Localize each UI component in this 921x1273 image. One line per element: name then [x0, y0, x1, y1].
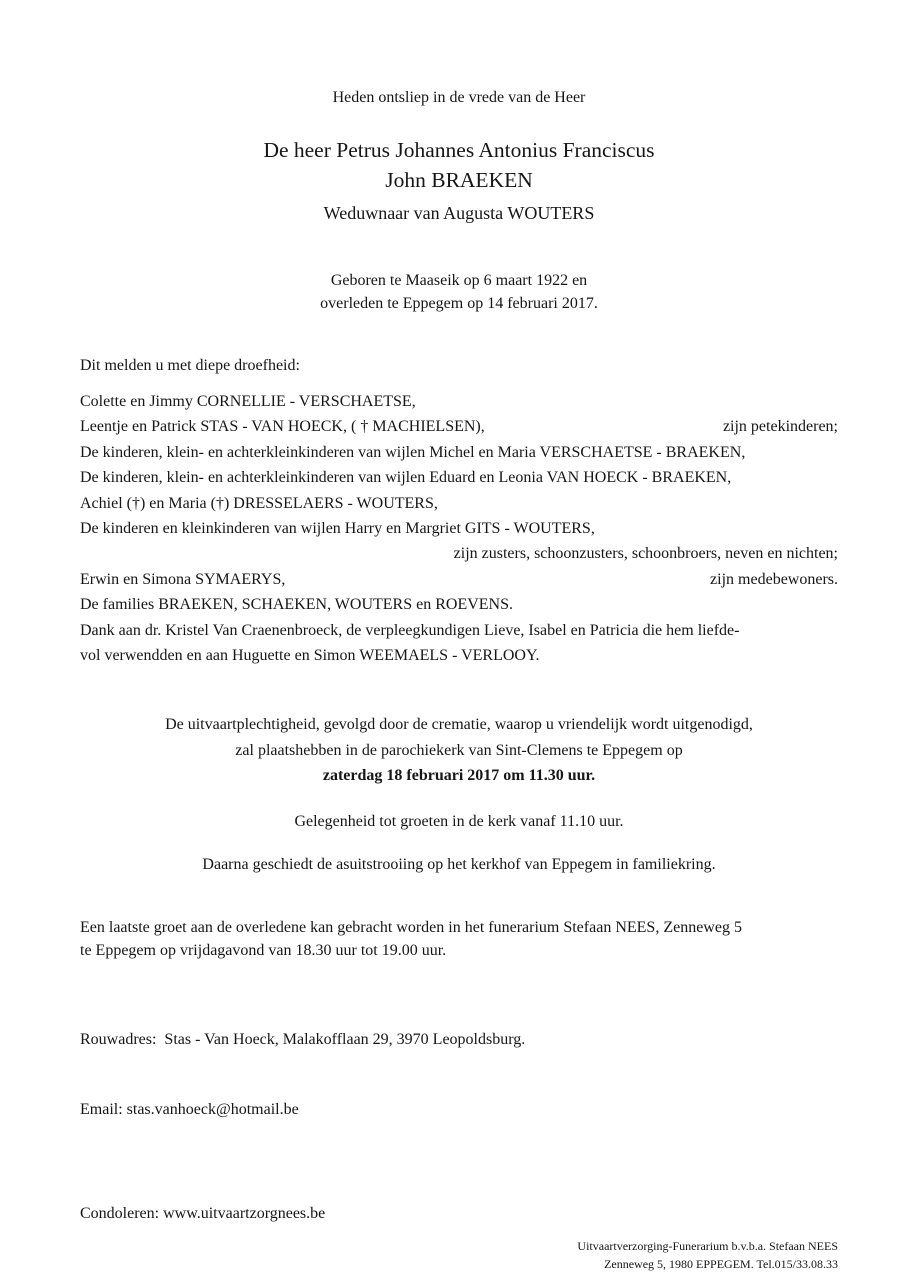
family-row	[80, 567, 838, 592]
family-row-left: vol verwendden en aan Huguette en Simon WEEMAELS - VERLOOY.	[80, 647, 540, 665]
greeting-line: Gelegenheid tot groeten in de kerk vanaf 11.10 uur.	[294, 812, 624, 830]
mourning-address-line: Rouwadres: Stas - Van Hoeck, Malakofflaan 29, 3970 Leopoldsburg.	[80, 1030, 526, 1048]
family-list	[80, 389, 838, 668]
funeral-home-name-line: Uitvaartverzorging-Funerarium b.v.b.a. Stefaan NEES	[577, 1238, 838, 1253]
family-row	[80, 491, 838, 516]
mourning-email-line: Email: stas.vanhoeck@hotmail.be	[80, 1101, 299, 1119]
funerarium-line-1: Een laatste groet aan de overledene kan gebracht worden in het funerarium Stefaan NEES, Zenneweg 5	[80, 918, 742, 936]
ceremony-line-1: De uitvaartplechtigheid, gevolgd door de crematie, waarop u vriendelijk wordt uitgenodigd,	[165, 716, 753, 734]
family-row	[80, 516, 838, 541]
ceremony-line-2: zal plaatshebben in de parochiekerk van Sint-Clemens te Eppegem op	[235, 741, 683, 759]
death-line: overleden te Eppegem op 14 februari 2017.	[320, 295, 598, 312]
funeral-home-footer	[80, 1237, 838, 1273]
birth-line: Geboren te Maaseik op 6 maart 1922 en	[330, 272, 588, 289]
family-row-right: zijn zusters, schoonzusters, schoonbroers, neven en nichten;	[453, 545, 838, 563]
family-row	[80, 618, 838, 643]
ceremony-block	[80, 712, 838, 789]
family-row-left: De families BRAEKEN, SCHAEKEN, WOUTERS en ROEVENS.	[80, 596, 514, 614]
family-row-left: De kinderen, klein- en achterkleinkinderen van wijlen Michel en Maria VERSCHAETSE - BRAEKEN,	[80, 443, 746, 461]
announcement-intro-line: Dit melden u met diepe droefheid:	[80, 357, 300, 374]
family-row-right: zijn medebewoners.	[710, 570, 838, 588]
life-dates-block	[80, 269, 838, 315]
funeral-home-address-line: Zenneweg 5, 1980 EPPEGEM. Tel.015/33.08.33	[604, 1256, 838, 1271]
deceased-title-line-1: De heer Petrus Johannes Antonius Franciscus	[263, 138, 655, 162]
family-row-left: De kinderen, klein- en achterkleinkinderen van wijlen Eduard en Leonia VAN HOECK - BRAEKEN,	[80, 469, 732, 487]
family-row-left: Leentje en Patrick STAS - VAN HOECK, ( † MACHIELSEN),	[80, 418, 485, 436]
funerarium-block	[80, 916, 838, 963]
ash-scattering-line: Daarna geschiedt de asuitstrooiing op het kerkhof van Eppegem in familiekring.	[202, 855, 716, 873]
deceased-name-block	[80, 135, 838, 195]
intro-line: Heden ontsliep in de vrede van de Heer	[332, 89, 586, 106]
family-row	[80, 541, 838, 566]
family-row-left: Erwin en Simona SYMAERYS,	[80, 570, 286, 588]
family-row	[80, 440, 838, 465]
ceremony-date-line: zaterdag 18 februari 2017 om 11.30 uur.	[322, 767, 596, 785]
family-row	[80, 389, 838, 414]
condolences-line: Condoleren: www.uitvaartzorgnees.be	[80, 1204, 326, 1222]
funerarium-line-2: te Eppegem op vrijdagavond van 18.30 uur tot 19.00 uur.	[80, 942, 447, 960]
widower-line: Weduwnaar van Augusta WOUTERS	[323, 203, 595, 223]
family-row	[80, 643, 838, 668]
family-row-left: Colette en Jimmy CORNELLIE - VERSCHAETSE,	[80, 393, 416, 410]
family-row	[80, 592, 838, 617]
family-row-left: Achiel (†) en Maria (†) DRESSELAERS - WOUTERS,	[80, 494, 438, 512]
mourning-address-block	[80, 981, 838, 1169]
family-row-left: De kinderen en kleinkinderen van wijlen Harry en Margriet GITS - WOUTERS,	[80, 520, 595, 538]
family-row	[80, 414, 838, 439]
family-row-right: zijn petekinderen;	[722, 418, 838, 436]
family-row	[80, 465, 838, 490]
deceased-title-line-2: John BRAEKEN	[385, 168, 533, 192]
family-row-left: Dank aan dr. Kristel Van Craenenbroeck, de verpleegkundigen Lieve, Isabel en Patricia die hem liefde-	[80, 621, 740, 639]
